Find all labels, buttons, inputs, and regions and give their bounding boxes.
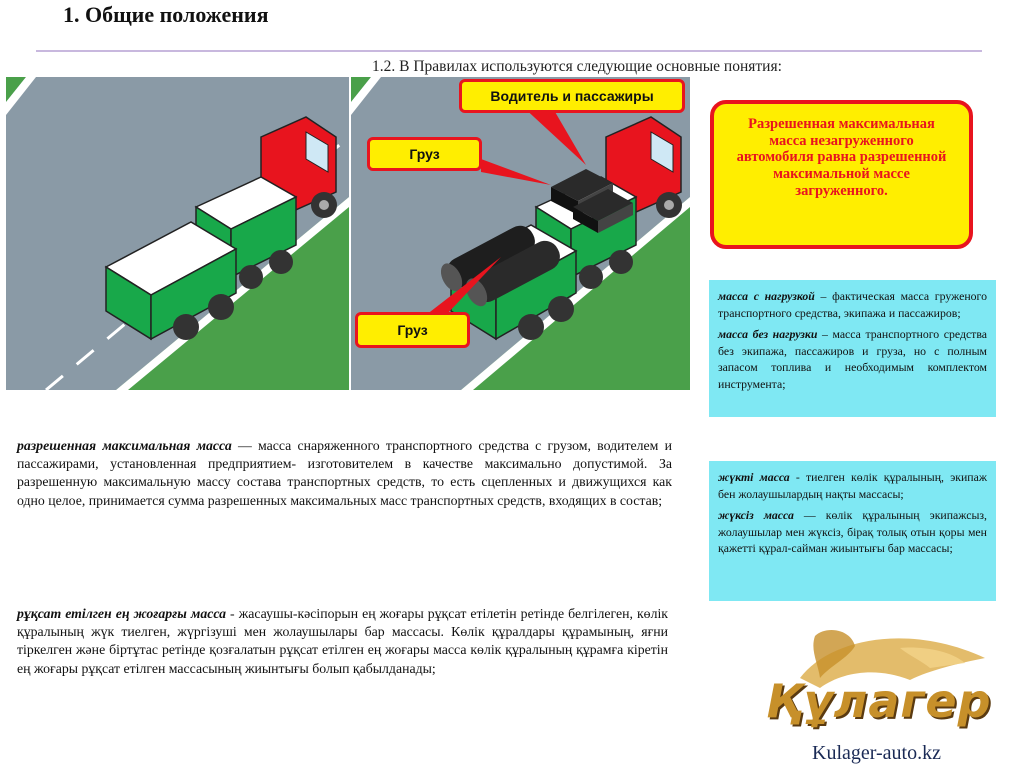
desc-loaded-mass-ru: – фактическая масса груженого транспортного средства, экипажа и пассажиров; (718, 289, 987, 320)
term-permitted-mass-kz: рұқсат етілген ең жоғарғы масса (17, 606, 227, 621)
illustration-loaded-truck (351, 77, 690, 390)
callout-cargo-bottom: Груз (355, 312, 470, 348)
definitions-ru-box (709, 280, 996, 417)
title-divider (36, 50, 982, 52)
logo-site-text: Kulager-auto.kz (812, 742, 941, 764)
definition-loaded-mass-ru (718, 288, 987, 321)
paragraph-permitted-mass-kz (17, 605, 668, 678)
term-loaded-mass-kz: жүкті масса (718, 470, 790, 484)
paragraph-permitted-mass-ru (17, 437, 672, 510)
term-unloaded-mass-kz: жүксіз масса (718, 508, 794, 523)
kulager-logo (760, 618, 1000, 742)
desc-unloaded-mass-kz: — көлік құралының экипажсыз, жолаушылар мен жүксіз, бірақ толық отын қоры мен қажетті құрал-сайман жиынтығы бар массасы; (718, 508, 987, 556)
desc-loaded-mass-kz: - тиелген көлік құралының, экипаж бен жолаушылардың нақты массасы; (718, 470, 988, 501)
permitted-mass-note: Разрешенная максимальная масса незагруженного автомобиля равна разрешенной максимальной массе загруженного. (710, 100, 973, 249)
empty-truck-drawing (6, 77, 349, 390)
illustration-empty-truck (6, 77, 349, 390)
section-subtitle: 1.2. В Правилах используются следующие основные понятия: (372, 58, 782, 75)
definition-unloaded-mass-ru (718, 326, 987, 392)
term-permitted-mass-ru: разрешенная максимальная масса (17, 438, 232, 453)
text-permitted-mass-ru: — масса снаряженного транспортного средства с грузом, водителем и пассажирами, установленная предприятием- изготовителем в качестве максимально допустимой. За разрешенную максимальную массу состава транспортных средств, то есть сцепленных и движущихся как одно целое, принимается сумма разрешенных максимальных масс транспортных средств, входящих в состав; (17, 438, 672, 508)
definition-unloaded-mass-kz (718, 507, 987, 557)
definitions-kz-box (709, 461, 996, 601)
logo-brand-text: Құлагер (766, 674, 992, 728)
desc-unloaded-mass-ru: – масса транспортного средства без экипажа, пассажиров и груза, но с полным запасом топлива и необходимым комплектом инструмента; (718, 327, 987, 391)
page-title: 1. Общие положения (63, 2, 269, 27)
term-unloaded-mass-ru: масса без нагрузки (718, 327, 818, 342)
term-loaded-mass-ru: масса с нагрузкой (718, 289, 815, 303)
callout-driver-passengers: Водитель и пассажиры (459, 79, 685, 113)
text-permitted-mass-kz: - жасаушы-кәсіпорын ең жоғары рұқсат етілетін ретінде белгілеген, көлік құралының жүк тиелген, жүргізуші мен жолаушылары бар массасы. Көлік құралдары құрамының, яғни тіркелген және біртұтас ретінде қозғалатын рұқсат етілген ең жоғары масса көлік құралының құрамға кіретін ең жоғары рұқсат етілген массасының жиынтығы болып қабылданады; (17, 606, 668, 676)
definition-loaded-mass-kz (718, 469, 987, 502)
callout-cargo-top: Груз (367, 137, 482, 171)
